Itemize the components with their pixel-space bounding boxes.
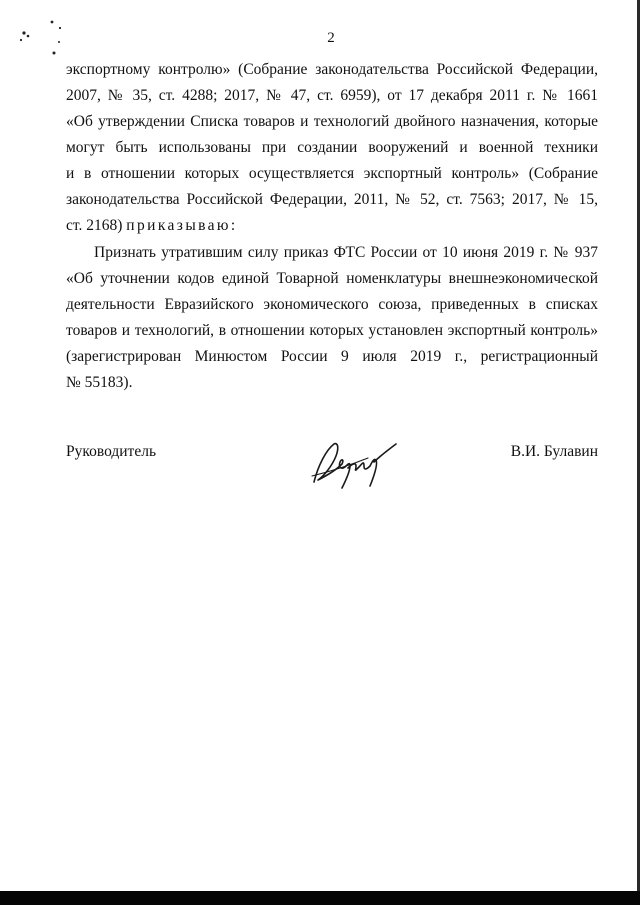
- text-line: экспортному контролю» (Собрание законодательства Российской Федерации,: [66, 61, 598, 78]
- text-line: (зарегистрирован Минюстом России 9 июля 2019 г., регистрационный: [66, 348, 598, 365]
- scan-bottom-border: [0, 891, 640, 905]
- text-line: Признать утратившим силу приказ ФТС России от 10 июня 2019 г. № 937: [94, 244, 598, 261]
- page-number: 2: [327, 30, 335, 46]
- text-line: и в отношении которых осуществляется экспортный контроль» (Собрание: [66, 165, 598, 182]
- signer-position: Руководитель: [66, 443, 157, 460]
- text-line: могут быть использованы при создании вооружений и военной техники: [66, 139, 598, 156]
- text-line: 2007, № 35, ст. 4288; 2017, № 47, ст. 6959), от 17 декабря 2011 г. № 1661: [66, 87, 598, 104]
- text-line: товаров и технологий, в отношении которых установлен экспортный контроль»: [66, 322, 598, 339]
- text-line-final: [66, 213, 598, 239]
- paragraph-order: [66, 240, 598, 396]
- text-line-final: № 55183).: [66, 374, 133, 391]
- signer-name: В.И. Булавин: [510, 443, 598, 460]
- text-line: законодательства Российской Федерации, 2011, № 52, ст. 7563; 2017, № 15,: [66, 191, 598, 208]
- text-line: деятельности Евразийского экономического союза, приведенных в списках: [66, 296, 598, 313]
- citation-end: ст. 2168): [66, 217, 123, 234]
- handwritten-signature: [308, 436, 400, 492]
- text-line: «Об утверждении Списка товаров и технологий двойного назначения, которые: [66, 113, 598, 130]
- order-keyword: приказываю:: [126, 217, 238, 234]
- text-line: «Об уточнении кодов единой Товарной номенклатуры внешнеэкономической: [66, 270, 598, 287]
- paragraph-continuation: [66, 57, 598, 239]
